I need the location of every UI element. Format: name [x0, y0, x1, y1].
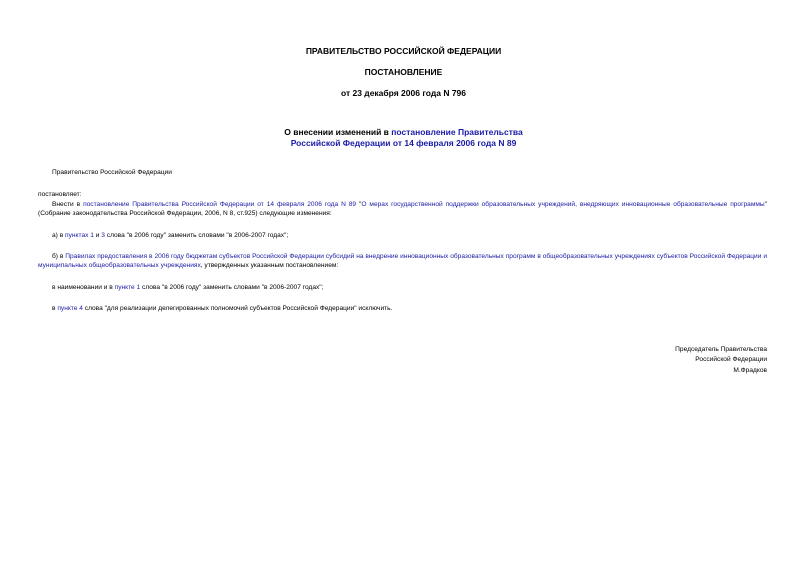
item-a-prefix: а) в — [52, 232, 66, 239]
item-a-link-points-1[interactable]: пунктах 1 — [65, 232, 94, 239]
signature-country: Российской Федерации — [695, 356, 767, 364]
item-b-prefix: б) в — [52, 253, 66, 260]
title-link-decree[interactable]: постановление Правительства — [391, 127, 523, 137]
signature-title: Председатель Правительства — [675, 346, 767, 353]
item-a-and: и — [93, 232, 102, 239]
item-b1-suffix: слова "в 2006 году" заменить словами "в 2006-2007 годах"; — [140, 284, 324, 291]
item-a-suffix: слова "в 2006 году" заменить словами "в 2006-2007 годах"; — [104, 232, 289, 239]
title-prefix: О внесении изменений в — [284, 127, 392, 137]
signature-name: М.Фрадков — [733, 366, 767, 374]
intro-paragraph — [38, 200, 767, 218]
item-b2-suffix: слова "для реализации делегированных полномочий субъектов Российской Федерации" исключить. — [82, 305, 393, 312]
item-b1-prefix: в наименовании и в — [52, 284, 115, 291]
decrees-paragraph: постановляет: — [38, 191, 82, 198]
signature-block — [517, 345, 767, 376]
intro-link-decree[interactable]: постановление Правительства Российской Федерации от 14 февраля 2006 года N 89 — [83, 201, 357, 208]
issuing-body: ПРАВИТЕЛЬСТВО РОССИЙСКОЙ ФЕДЕРАЦИИ — [305, 46, 502, 56]
item-b2-link-point-4[interactable]: пункте 4 — [57, 305, 83, 312]
intro-link-decree-title[interactable]: О мерах государственной поддержки образовательных учреждений, внедряющих инновационные образовательные программы — [361, 201, 765, 208]
document-title — [200, 127, 607, 149]
item-b2-paragraph — [38, 304, 767, 313]
intro-suffix: " (Собрание законодательства Российской Федерации, 2006, N 8, ст.925) следующие изменения: — [38, 201, 767, 218]
issuer-paragraph: Правительство Российской Федерации — [52, 169, 172, 176]
title-link-decree-date[interactable]: Российской Федерации от 14 февраля 2006 года N 89 — [290, 138, 517, 148]
item-b-suffix: , утвержденных указанным постановлением: — [200, 262, 339, 270]
item-a-link-point-3[interactable]: 3 — [101, 232, 105, 239]
item-a-paragraph — [38, 231, 767, 240]
item-b1-link-point-1[interactable]: пункте 1 — [114, 284, 141, 291]
document-type: ПОСТАНОВЛЕНИЕ — [364, 67, 443, 77]
item-b-link-rules[interactable]: Правилах предоставления в 2006 году бюджетам субъектов Российской Федерации субсидий на внедрение инновационных образовательных программ в общеобразовательных учреждениях субъектов Российской Федерации и муниципальных общеобразовательных учреждениях — [38, 253, 767, 270]
intro-prefix: Внести в — [52, 201, 84, 208]
document-date-number: от 23 декабря 2006 года N 796 — [340, 88, 467, 98]
intro-quote: " — [356, 201, 362, 208]
item-b1-paragraph — [38, 283, 767, 292]
item-b-paragraph — [38, 252, 767, 270]
item-b2-prefix: в — [52, 305, 58, 312]
